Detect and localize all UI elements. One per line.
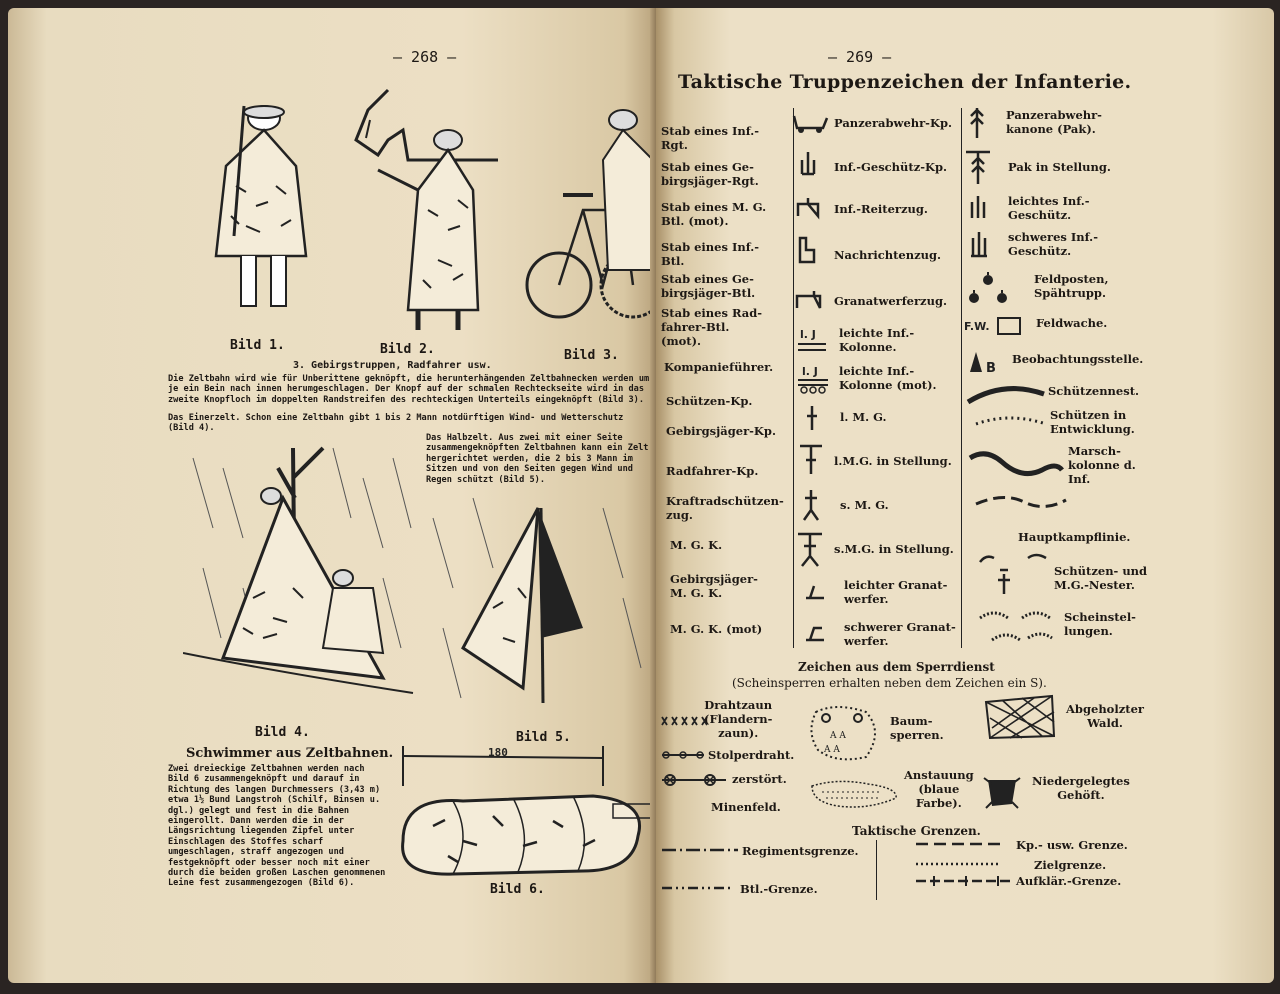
col3-item-0: Panzerabwehr- kanone (Pak). (1006, 108, 1102, 136)
observation-post-icon (966, 348, 1006, 376)
paragraph-3: Das Halbzelt. Aus zwei mit einer Seite zusammengeknöpften Zeltbahnen kann ein Zelt hergerichtet werden, die 2 bis 3 Mann im Sitzen und von den Seiten gegen Wind und Regen schützt (Bild 5). (426, 433, 649, 485)
col3-item-2: leichtes Inf.- Geschütz. (1008, 194, 1090, 222)
figure-bild6 (393, 746, 656, 886)
col2-item-11: leichter Granat- werfer. (844, 578, 948, 606)
wire-fence-icon (660, 714, 708, 728)
dummy-positions-icon (978, 608, 1058, 644)
col2-item-2: Inf.-Reiterzug. (834, 202, 928, 216)
page-number-left: — 268 — (393, 48, 457, 66)
col2-item-9: s. M. G. (840, 498, 889, 512)
figure-bild2 (348, 80, 508, 335)
right-page (656, 8, 1274, 983)
col2-item-5: leichte Inf.- Kolonne. (839, 326, 915, 354)
infantry-gun-icon (796, 152, 820, 180)
light-column-mot-icon (796, 364, 830, 396)
col3-item-7: Schützennest. (1048, 384, 1140, 398)
heavy-inf-gun-icon (968, 230, 990, 260)
col1-item-9: Radfahrer-Kp. (666, 464, 759, 478)
svg-text:F.W.: F.W. (964, 320, 990, 333)
col3-item-9: Marsch- kolonne d. Inf. (1068, 444, 1136, 486)
sperr-stolperdraht: Stolperdraht. (708, 748, 795, 762)
recon-boundary-line (914, 874, 1014, 888)
paragraph-2: Das Einerzelt. Schon eine Zeltbahn gibt 1 bis 2 Mann notdürftigen Wind- und Wetterschutz (Bild 4). (168, 413, 624, 434)
col3-item-1: Pak in Stellung. (1008, 160, 1111, 174)
col1-item-1: Stab eines Ge- birgsjäger-Rgt. (661, 160, 759, 188)
col2-item-7: l. M. G. (840, 410, 887, 424)
sperr-gehoeft: Niedergelegtes Gehöft. (1032, 774, 1130, 802)
svg-text:l. J: l. J (802, 365, 818, 378)
figure-bild1 (196, 96, 326, 326)
rifles-deploying-icon (974, 412, 1048, 432)
svg-text:l. J: l. J (800, 328, 816, 341)
svg-text:A A: A A (824, 745, 840, 755)
figure-bild5 (423, 488, 656, 718)
sperr-subheading: (Scheinsperren erhalten neben dem Zeichen ein S). (732, 676, 1047, 690)
column-divider-1 (793, 108, 794, 648)
caption-bild1: Bild 1. (230, 338, 285, 353)
sperr-drahtzaun: Drahtzaun (Flandern- zaun). (704, 698, 773, 740)
sperr-abgeholzter: Abgeholzter Wald. (1066, 702, 1144, 730)
company-boundary-line (914, 838, 1002, 850)
swimmer-heading: Schwimmer aus Zeltbahnen. (186, 746, 394, 761)
section-title: 3. Gebirgstruppen, Radfahrer usw. (293, 360, 492, 371)
col3-item-3: schweres Inf.- Geschütz. (1008, 230, 1098, 258)
battalion-boundary-line (660, 882, 736, 894)
col1-item-3: Stab eines Inf.- Btl. (661, 240, 760, 268)
col3-item-6: Beobachtungsstelle. (1012, 352, 1144, 366)
col2-item-12: schwerer Granat- werfer. (844, 620, 956, 648)
page-number-right: — 269 — (828, 48, 892, 66)
grenze-aufklaer: Aufklär.-Grenze. (1016, 874, 1122, 888)
cavalry-platoon-icon (794, 194, 822, 220)
col2-item-8: l.M.G. in Stellung. (834, 454, 952, 468)
tripwire-icon (660, 748, 706, 762)
col1-item-7: Schützen-Kp. (666, 394, 753, 408)
light-inf-gun-icon (968, 194, 988, 222)
col2-item-6: leichte Inf.- Kolonne (mot). (839, 364, 937, 392)
grenze-kp: Kp.- usw. Grenze. (1016, 838, 1128, 852)
col1-item-0: Stab eines Inf.- Rgt. (661, 124, 760, 152)
paragraph-1: Die Zeltbahn wird wie für Unberittene geknöpft, die herunterhängenden Zeltbahnecken werden um je ein Bein nach innen herumgeschlagen. Der Knopf auf der schmalen Rechteckseite wird in das zweite Knopfloch im doppelten Randstreifen des rechteckigen Unterteils eingeknöpft (Bild 3). (168, 374, 650, 405)
smg-position-icon (796, 530, 824, 568)
col1-item-12: Gebirgsjäger- M. G. K. (670, 572, 758, 600)
page-title: Taktische Truppenzeichen der Infanterie. (678, 71, 1132, 93)
col1-item-6: Kompanieführer. (664, 360, 774, 374)
grenze-btl: Btl.-Grenze. (740, 882, 818, 896)
svg-text:A A: A A (830, 731, 846, 741)
left-page (8, 8, 656, 983)
outpost-icon (966, 270, 1010, 306)
heavy-mortar-icon (802, 622, 828, 644)
caption-bild2: Bild 2. (380, 342, 435, 357)
grenzen-divider (876, 840, 877, 900)
pak-icon (966, 106, 988, 140)
rifle-nest-icon (964, 380, 1048, 406)
main-battle-line-icon (974, 492, 1068, 512)
col3-item-4: Feldposten, Spähtrupp. (1034, 272, 1109, 300)
svg-text:B: B (986, 361, 996, 376)
lmg-icon (802, 404, 822, 434)
col1-item-2: Stab eines M. G. Btl. (mot). (661, 200, 767, 228)
col1-item-4: Stab eines Ge- birgsjäger-Btl. (661, 272, 756, 300)
col2-item-0: Panzerabwehr-Kp. (834, 116, 952, 130)
panzerabwehr-icon (791, 112, 831, 134)
col1-item-5: Stab eines Rad- fahrer-Btl. (mot). (661, 306, 763, 348)
col3-item-12: Scheinstel- lungen. (1064, 610, 1136, 638)
caption-bild4: Bild 4. (255, 725, 310, 740)
mortar-platoon-icon (794, 288, 824, 310)
destroyed-obstacle-icon (660, 772, 728, 788)
tree-barrier-icon (806, 702, 886, 764)
smg-icon (800, 488, 822, 524)
razed-farmstead-icon (982, 774, 1022, 810)
col2-item-1: Inf.-Geschütz-Kp. (834, 160, 948, 174)
grenze-regiment: Regimentsgrenze. (742, 844, 859, 858)
target-boundary-line (914, 858, 1002, 870)
march-column-icon (966, 448, 1066, 488)
col1-item-13: M. G. K. (mot) (670, 622, 763, 636)
swimmer-text: Zwei dreieckige Zeltbahnen werden nach Bild 6 zusammengeknöpft und darauf in Richtung des langen Durchmessers (3,43 m) etwa 1½ Bund Langstroh (Schilf, Binsen u. dgl.) gelegt und fest in die Bahnen eingerollt. Dann werden die in der Längsrichtung liegenden Zipfel unter Einschlagen des Stoffes scharf umgeschlagen, straff angezogen und festgeknöpft oder besser noch mit einer durch die beiden großen Laschen genommenen Leine fest zusammengezogen (Bild 6). (168, 764, 386, 889)
light-mortar-icon (802, 580, 828, 602)
flooding-icon (808, 778, 900, 812)
col3-item-8: Schützen in Entwicklung. (1050, 408, 1135, 436)
felled-forest-icon (982, 692, 1058, 742)
col1-item-10: Kraftradschützen- zug. (666, 494, 784, 522)
regiment-boundary-line (660, 844, 740, 856)
col3-item-5: Feldwache. (1036, 316, 1108, 330)
lmg-position-icon (798, 442, 824, 478)
col3-item-11: Schützen- und M.G.-Nester. (1054, 564, 1148, 592)
col1-item-11: M. G. K. (670, 538, 723, 552)
col1-item-8: Gebirgsjäger-Kp. (666, 424, 776, 438)
sperr-baumsperren: Baum- sperren. (890, 714, 944, 742)
figure-bild4 (183, 438, 418, 718)
grenze-ziel: Zielgrenze. (1034, 858, 1107, 872)
caption-bild3: Bild 3. (564, 348, 619, 363)
fieldwatch-icon (962, 314, 1028, 338)
sperr-zerstoert: zerstört. (732, 772, 787, 786)
col2-item-3: Nachrichtenzug. (834, 248, 942, 262)
col3-item-10: Hauptkampflinie. (1018, 530, 1131, 544)
col2-item-4: Granatwerferzug. (834, 294, 947, 308)
sperr-heading: Zeichen aus dem Sperrdienst (798, 660, 995, 674)
pak-position-icon (964, 148, 992, 186)
col2-item-10: s.M.G. in Stellung. (834, 542, 954, 556)
light-column-icon (796, 326, 828, 354)
dimension-label: 180 (488, 746, 508, 759)
rifle-mg-nests-icon (978, 548, 1052, 598)
caption-bild6: Bild 6. (490, 882, 545, 897)
figure-bild3 (523, 100, 656, 340)
sperr-minenfeld: Minenfeld. (711, 800, 781, 814)
signals-platoon-icon (796, 236, 818, 266)
caption-bild5: Bild 5. (516, 730, 571, 745)
grenzen-heading: Taktische Grenzen. (852, 824, 981, 838)
sperr-anstauung: Anstauung (blaue Farbe). (904, 768, 974, 810)
column-divider-2 (961, 108, 962, 648)
